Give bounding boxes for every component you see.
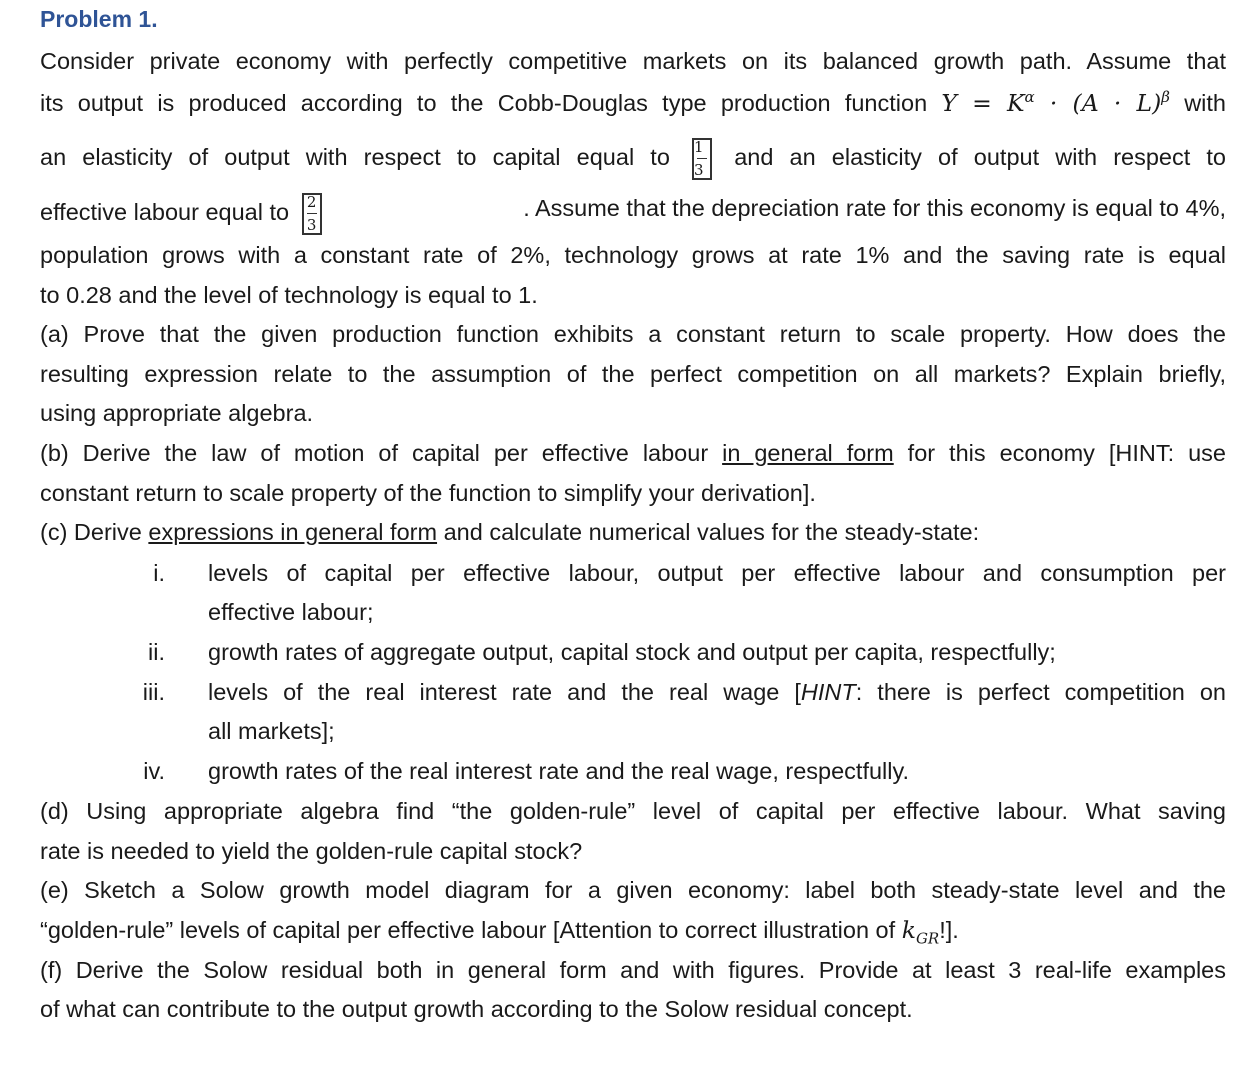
production-function-formula: $Y = K^\alpha \cdot (A \cdot L)^\beta$ bbox=[941, 88, 1170, 117]
list-item-iv-line-1: growth rates of the real interest rate and the real wage, respectfully. bbox=[208, 758, 910, 784]
part-b-line-1: (b) Derive the law of motion of capital per effective labour in general form for this economy [HINT: use bbox=[40, 440, 1227, 466]
intro-line-4: effective labour equal to $\frac{2}{3}$ . Assume that the depreciation rate for this economy is equal to 4%, bbox=[40, 193, 1226, 234]
intro-line-1: Consider private economy with perfectly competitive markets on its balanced growth path. Assume that bbox=[40, 48, 1226, 74]
list-item-iii-line-1: levels of the real interest rate and the real wage [HINT: there is perfect competition on bbox=[208, 679, 1226, 705]
part-a-line-1: (a) Prove that the given production function exhibits a constant return to scale property. How does the bbox=[40, 321, 1226, 347]
part-a-line-2: resulting expression relate to the assumption of the perfect competition on all markets? Explain briefly, bbox=[40, 361, 1226, 387]
part-e-line-2: “golden-rule” levels of capital per effective labour [Attention to correct illustration of $k_{GR}$!]. bbox=[40, 916, 959, 948]
intro-line-2: its output is produced according to the Cobb-Douglas type production function $Y = K^\alpha \cdot (A \cdot L)^\beta$ with bbox=[40, 88, 1226, 117]
list-item-iii-line-2: all markets]; bbox=[208, 718, 335, 744]
part-a-line-3: using appropriate algebra. bbox=[40, 400, 314, 426]
part-f-line-1: (f) Derive the Solow residual both in general form and with figures. Provide at least 3 real-life examples bbox=[40, 957, 1226, 983]
list-item-i-line-1: levels of capital per effective labour, output per effective labour and consumption per bbox=[208, 560, 1226, 586]
list-number-ii: ii. bbox=[148, 639, 165, 665]
list-item-i-line-2: effective labour; bbox=[208, 599, 374, 625]
list-number-iv: iv. bbox=[143, 758, 165, 784]
golden-rule-k-symbol: $k_{GR}$ bbox=[901, 916, 940, 948]
part-d-line-1: (d) Using appropriate algebra find “the golden-rule” level of capital per effective labour. What saving bbox=[40, 798, 1226, 824]
list-number-i: i. bbox=[153, 560, 165, 586]
problem-title: Problem 1. bbox=[40, 6, 158, 32]
part-c-line-1: (c) Derive expressions in general form and calculate numerical values for the steady-state: bbox=[40, 519, 980, 545]
list-number-iii: iii. bbox=[142, 679, 165, 705]
intro-line-3: an elasticity of output with respect to capital equal to $\frac{1}{3}$ and an elasticity of output with respect to bbox=[40, 138, 1226, 179]
part-f-line-2: of what can contribute to the output growth according to the Solow residual concept. bbox=[40, 996, 913, 1022]
intro-line-5: population grows with a constant rate of 2%, technology grows at rate 1% and the saving rate is equal bbox=[40, 242, 1226, 268]
part-d-line-2: rate is needed to yield the golden-rule capital stock? bbox=[40, 838, 583, 864]
list-item-ii-line-1: growth rates of aggregate output, capital stock and output per capita, respectfully; bbox=[208, 639, 1056, 665]
labour-elasticity-fraction: $\frac{2}{3}$ bbox=[302, 193, 322, 235]
part-e-line-1: (e) Sketch a Solow growth model diagram for a given economy: label both steady-state level and the bbox=[40, 877, 1226, 903]
intro-line-6: to 0.28 and the level of technology is equal to 1. bbox=[40, 282, 538, 308]
part-b-line-2: constant return to scale property of the function to simplify your derivation]. bbox=[40, 480, 816, 506]
capital-elasticity-fraction: $\frac{1}{3}$ bbox=[692, 138, 712, 180]
